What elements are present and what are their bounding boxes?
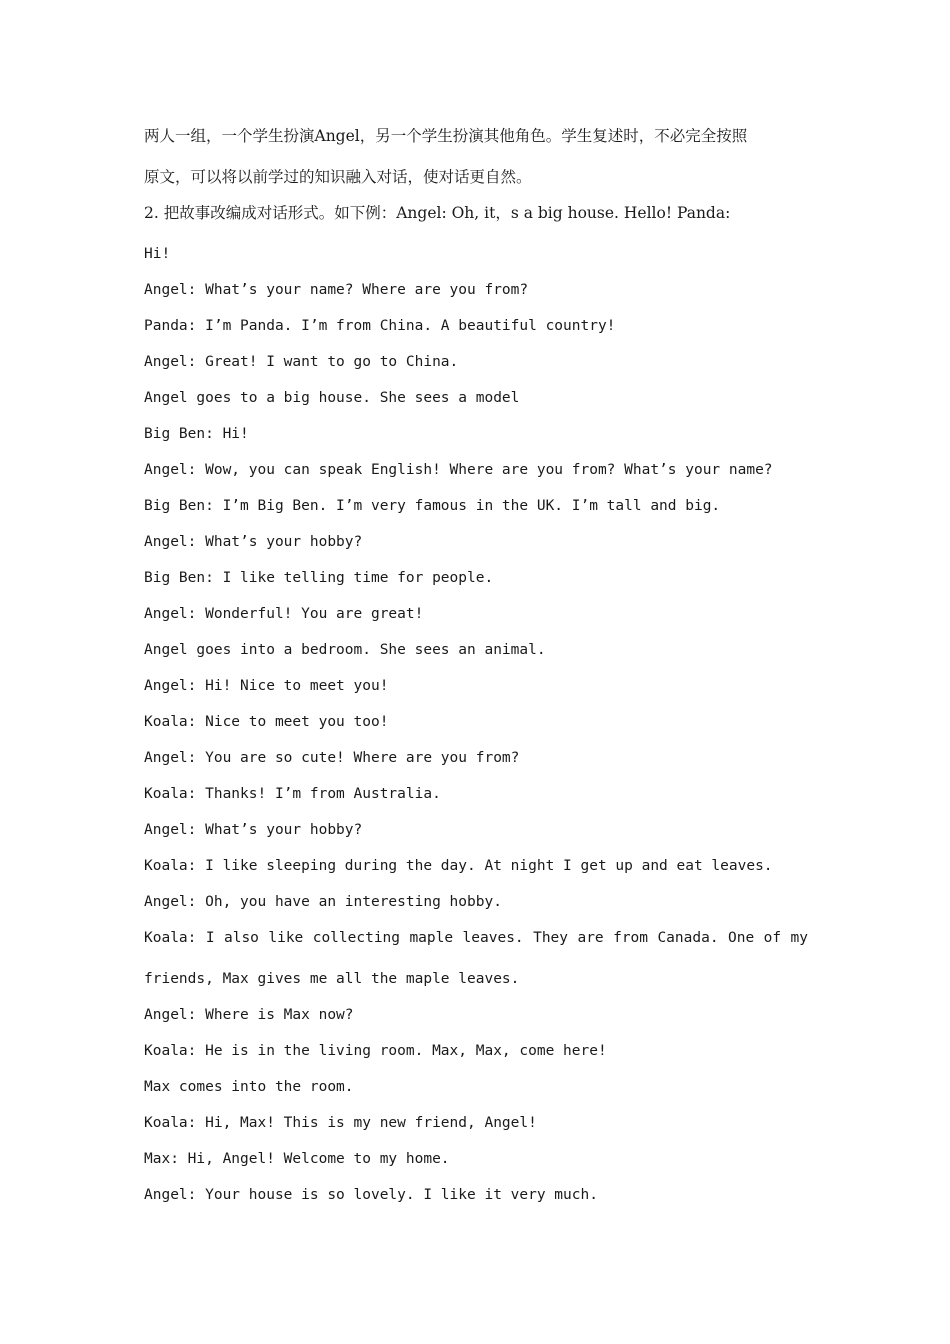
dialogue-line: Angel: You are so cute! Where are you from? [144,750,520,766]
paragraph-instruction-line-1: 两人一组，一个学生扮演Angel，另一个学生扮演其他角色。学生复述时，不必完全按照 [144,127,748,145]
dialogue-line: Angel: Oh, you have an interesting hobby. [144,894,502,910]
document-body [144,118,808,1213]
dialogue-line: Koala: Nice to meet you too! [144,714,389,730]
dialogue-line-continuation: friends, Max gives me all the maple leaves. [144,971,520,987]
dialogue-line: Angel: Your house is so lovely. I like it very much. [144,1187,598,1203]
narration-line: Angel goes into a bedroom. She sees an animal. [144,642,546,658]
dialogue-line: Hi! [144,246,171,262]
dialogue-line: Angel: What’s your hobby? [144,822,363,838]
narration-line: Max comes into the room. [144,1079,354,1095]
dialogue-line: Koala: He is in the living room. Max, Max, come here! [144,1043,607,1059]
paragraph-step-2-line-1: 2. 把故事改编成对话形式。如下例：Angel: Oh, it，s a big house. Hello! Panda: [144,204,731,222]
paragraph-instruction-line-2: 原文，可以将以前学过的知识融入对话，使对话更自然。 [144,168,532,186]
dialogue-line: Big Ben: I’m Big Ben. I’m very famous in the UK. I’m tall and big. [144,498,721,514]
dialogue-line: Big Ben: I like telling time for people. [144,570,494,586]
narration-line: Angel goes to a big house. She sees a model [144,390,520,406]
dialogue-line: Max: Hi, Angel! Welcome to my home. [144,1151,450,1167]
dialogue-line: Koala: Thanks! I’m from Australia. [144,786,441,802]
dialogue-line: Angel: What’s your hobby? [144,534,363,550]
dialogue-line: Angel: Great! I want to go to China. [144,354,459,370]
dialogue-line: Koala: I like sleeping during the day. At night I get up and eat leaves. [144,858,773,874]
dialogue-line: Big Ben: Hi! [144,426,249,442]
dialogue-line: Angel: Hi! Nice to meet you! [144,678,389,694]
dialogue-line: Angel: What’s your name? Where are you from? [144,282,529,298]
dialogue-line: Panda: I’m Panda. I’m from China. A beautiful country! [144,318,616,334]
dialogue-line: Angel: Wow, you can speak English! Where are you from? What’s your name? [144,462,773,478]
dialogue-line: Angel: Where is Max now? [144,1007,354,1023]
dialogue-line: Koala: Hi, Max! This is my new friend, Angel! [144,1115,537,1131]
dialogue-line: Angel: Wonderful! You are great! [144,606,424,622]
dialogue-line-wrapped: Koala: I also like collecting maple leaves. They are from Canada. One of my [144,930,808,946]
